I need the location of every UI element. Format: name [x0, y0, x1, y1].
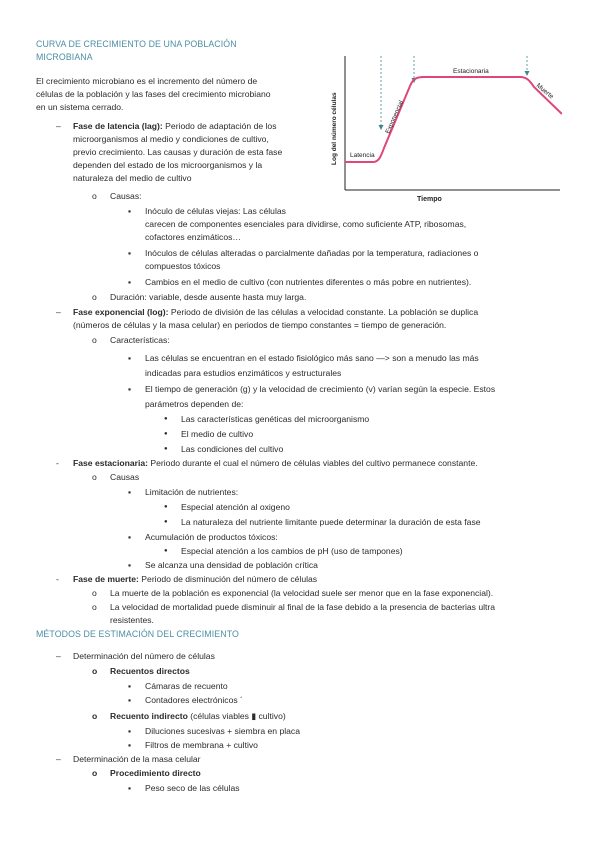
list-marker-o: o	[92, 292, 97, 302]
exp-item-line: parámetros dependen de:	[145, 399, 244, 409]
lag-line	[73, 120, 277, 133]
list-marker-o: o	[92, 768, 98, 778]
list-marker-dot: ●	[164, 504, 168, 510]
methods-subheading-note: (células viables ▮ cultivo)	[187, 711, 286, 721]
intro-line: en un sistema cerrado.	[36, 102, 124, 112]
exp-title: Fase exponencial (log):	[73, 307, 169, 317]
lag-title: Fase de latencia (lag):	[73, 121, 163, 131]
exp-item-line: Las células se encuentran en el estado fisiológico más sano —> son a menudo las más	[145, 353, 479, 363]
methods-subheading: Recuentos directos	[110, 666, 190, 676]
arrow-icon	[525, 71, 530, 76]
phase-label-stationary: Estacionaria	[453, 68, 489, 75]
muerte-text: Periodo de disminución del número de células	[138, 574, 318, 584]
section-title-line1: CURVA DE CRECIMIENTO DE UNA POBLACIÓN	[36, 39, 237, 49]
list-marker-dot: ●	[164, 519, 168, 525]
list-marker-square: ▪	[128, 277, 132, 287]
growth-curve-chart	[326, 52, 562, 208]
list-marker-hyphen: -	[56, 574, 59, 584]
muerte-item: La muerte de la población es exponencial (la velocidad suele ser menor que en la fase exponencial).	[110, 588, 494, 598]
methods-leaf: Contadores electrónicos ´	[145, 695, 243, 705]
list-marker-o: o	[92, 666, 98, 676]
exp-line: (números de células y la masa celular) en periodos de tiempo constantes = tiempo de generación.	[73, 320, 447, 330]
list-marker-o: o	[92, 602, 97, 612]
methods-leaf: Filtros de membrana + cultivo	[145, 740, 258, 750]
lag-line: previo crecimiento. Las causas y duración de esta fase	[73, 147, 283, 157]
list-marker-dot: ●	[164, 446, 168, 452]
list-marker-square: ▪	[128, 487, 132, 497]
section-title-line2: MICROBIANA	[36, 52, 93, 62]
methods-leaf: Cámaras de recuento	[145, 681, 228, 691]
list-marker-square: ▪	[128, 384, 132, 394]
lag-cause-line: Cambios en el medio de cultivo (con nutrientes diferentes o más pobre en nutrientes).	[145, 277, 472, 287]
list-marker-square: ▪	[128, 560, 132, 570]
est-sub-item: Especial atención a los cambios de pH (uso de tampones)	[181, 546, 403, 556]
list-marker-square: ▪	[128, 695, 132, 705]
arrow-icon	[379, 125, 384, 130]
list-marker-square: ▪	[128, 740, 132, 750]
est-item: Acumulación de productos tóxicos:	[145, 532, 278, 542]
lag-cause-line: compuestos tóxicos	[145, 261, 221, 271]
list-marker-o: o	[92, 588, 97, 598]
exp-caracteristicas: Características:	[110, 335, 170, 345]
lag-causas: Causas:	[110, 191, 142, 201]
lag-line: naturaleza del medio de cultivo	[73, 173, 192, 183]
list-marker-dot: ●	[164, 431, 168, 437]
exp-sub-item: El medio de cultivo	[181, 429, 254, 439]
list-marker-o: o	[92, 472, 97, 482]
exp-line	[73, 306, 478, 319]
est-item: Limitación de nutrientes:	[145, 487, 239, 497]
lag-text: Periodo de adaptación de los	[162, 121, 277, 131]
list-marker-dash: –	[56, 121, 61, 131]
list-marker-o: o	[92, 191, 97, 201]
list-marker-hyphen: -	[56, 458, 59, 468]
list-marker-o: o	[92, 711, 98, 721]
growth-curve-line	[345, 77, 562, 162]
x-axis-label: Tiempo	[417, 196, 442, 203]
muerte-title: Fase de muerte:	[73, 574, 139, 584]
est-sub-item: La naturaleza del nutriente limitante puede determinar la duración de esta fase	[181, 517, 481, 527]
lag-cause-line: carecen de componentes esenciales para dividirse, como suficiente ATP, ribosomas,	[145, 219, 467, 229]
lag-cause-line: Inóculo de células viejas: Las células	[145, 206, 286, 216]
methods-leaf: Diluciones sucesivas + siembra en placa	[145, 726, 301, 736]
est-line	[73, 457, 478, 470]
phase-label-lag: Latencia	[350, 152, 375, 159]
phase-label-exponential: Exponencial	[384, 99, 406, 135]
list-marker-square: ▪	[128, 248, 132, 258]
list-marker-dot: ●	[164, 416, 168, 422]
list-marker-square: ▪	[128, 206, 132, 216]
list-marker-square: ▪	[128, 353, 132, 363]
lag-duracion: Duración: variable, desde ausente hasta muy larga.	[110, 292, 307, 302]
list-marker-dash: –	[56, 307, 61, 317]
y-axis-label: Log del número células	[331, 92, 338, 165]
list-marker-dash: –	[56, 754, 61, 764]
est-text: Periodo durante el cual el número de células viables del cultivo permanece constante.	[148, 458, 478, 468]
intro-line: El crecimiento microbiano es el incremento del número de	[36, 76, 258, 86]
list-marker-dash: –	[56, 651, 61, 661]
lag-line: dependen del estado de los microorganismos y la	[73, 160, 263, 170]
exp-text: Periodo de división de las células a velocidad constante. La población se duplica	[168, 307, 479, 317]
list-marker-square: ▪	[128, 726, 132, 736]
lag-line: microorganismos al medio y condiciones de cultivo,	[73, 134, 269, 144]
muerte-line	[73, 573, 317, 586]
list-marker-square: ▪	[128, 783, 132, 793]
methods-subheading	[110, 710, 286, 723]
exp-sub-item: Las condiciones del cultivo	[181, 444, 284, 454]
est-sub-item: Especial atención al oxigeno	[181, 502, 290, 512]
est-item: Se alcanza una densidad de población crítica	[145, 560, 318, 570]
exp-item-line: indicadas para estudios enzimáticos y estructurales	[145, 368, 342, 378]
exp-sub-item: Las características genéticas del microorganismo	[181, 414, 370, 424]
intro-line: células de la población y las fases del crecimiento microbiano	[36, 89, 271, 99]
methods-leaf: Peso seco de las células	[145, 783, 240, 793]
list-marker-square: ▪	[128, 681, 132, 691]
methods-title: MÉTODOS DE ESTIMACIÓN DEL CRECIMIENTO	[36, 629, 239, 639]
list-marker-o: o	[92, 335, 97, 345]
methods-subheading-bold: Recuento indirecto	[110, 711, 188, 721]
exp-item-line: El tiempo de generación (g) y la velocidad de crecimiento (v) varían según la especie. Estos	[145, 384, 496, 394]
list-marker-dot: ●	[164, 548, 168, 554]
phase-label-death: Muerte	[534, 82, 555, 101]
muerte-item: resistentes.	[110, 615, 154, 625]
est-causas: Causas	[110, 472, 140, 482]
methods-item: Determinación de la masa celular	[73, 754, 201, 764]
methods-item: Determinación del número de células	[73, 651, 215, 661]
lag-cause-line: Inóculos de células alteradas o parcialmente dañadas por la temperatura, radiaciones o	[145, 248, 479, 258]
lag-cause-line: cofactores enzimáticos…	[145, 232, 241, 242]
methods-subheading: Procedimiento directo	[110, 768, 201, 778]
est-title: Fase estacionaria:	[73, 458, 148, 468]
muerte-item: La velocidad de mortalidad puede disminuir al final de la fase debido a la presencia de bacterias ultra	[110, 602, 496, 612]
list-marker-square: ▪	[128, 532, 132, 542]
